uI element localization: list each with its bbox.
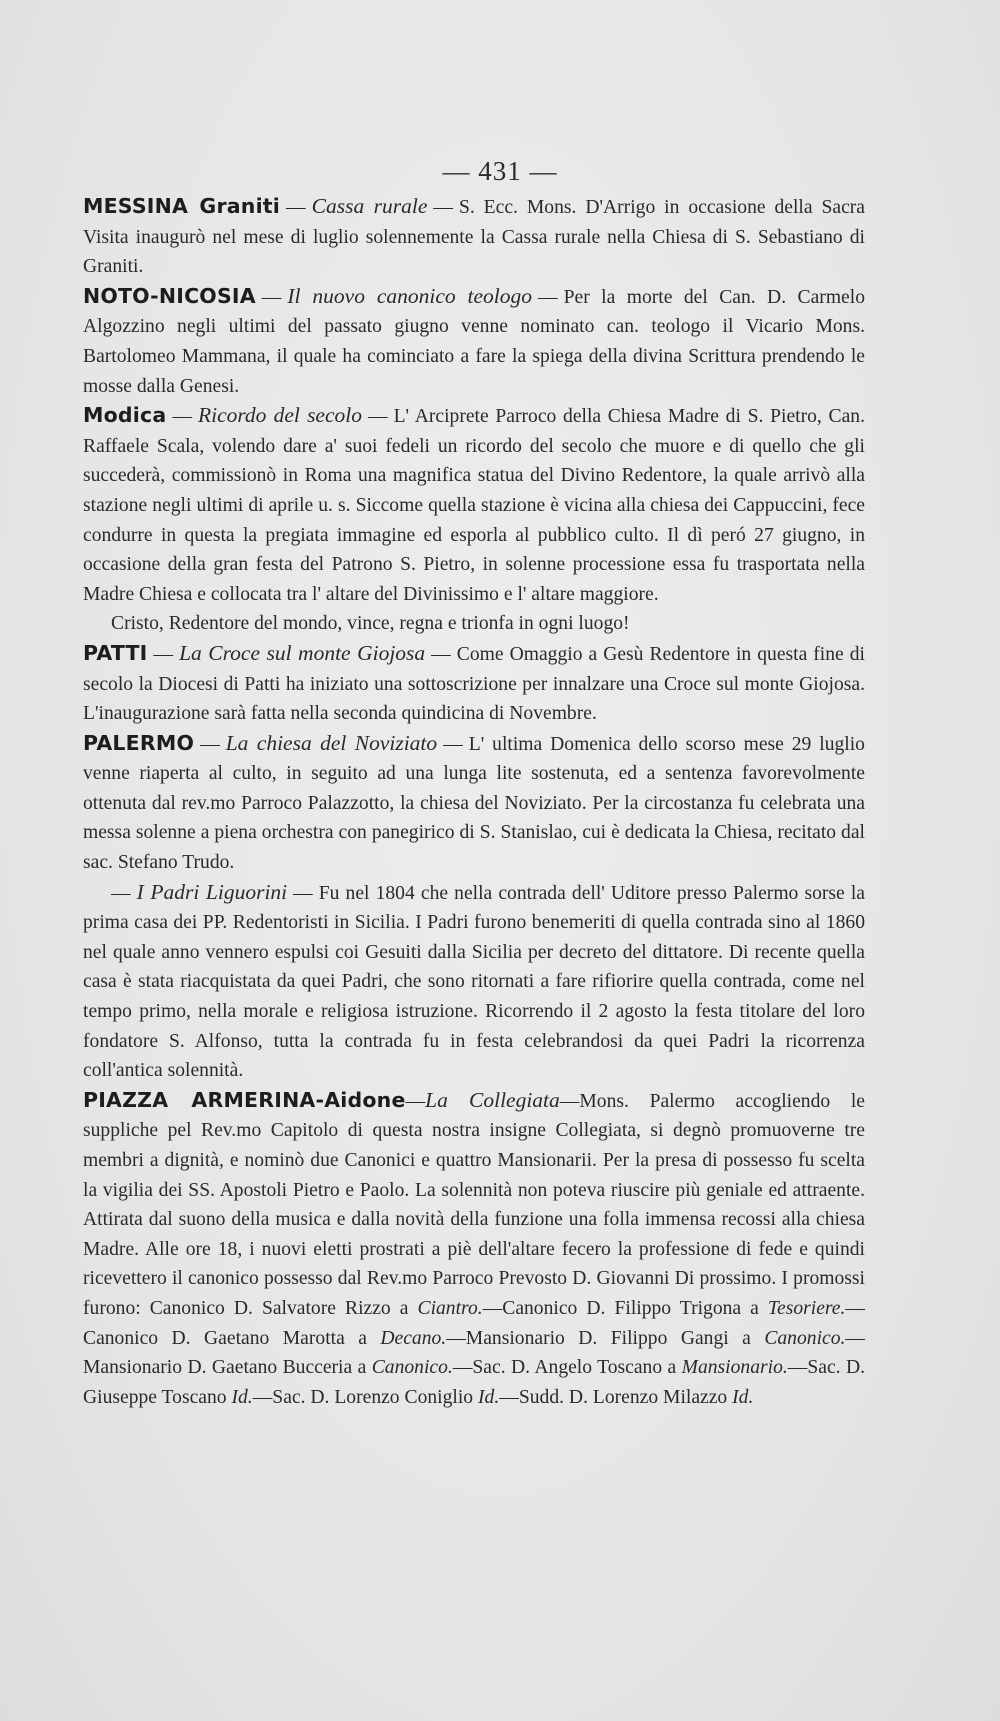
entry-text: Fu nel 1804 che nella contrada dell' Uditore presso Palermo sorse la prima casa dei PP. Redentoristi in Sicilia. I Padri furono benemeriti di quella contrada sino al 1860 nel quale anno vennero espulsi coi Gesuiti dalla Sicilia per decreto del dittatore. Di recente quella casa è stata riacquistata da quei Padri, che sono ritornati a fare rifiorire quella contrada, come nel tempo primo, nella morale e religiosa istruzione. Ricorrendo il 2 agosto la festa titolare del loro fondatore S. Alfonso, tutta la contrada fu in festa celebrandosi da quei Padri la ricorrenza coll'antica solennità. xyxy=(83,882,865,1082)
entry-place: Modica xyxy=(83,403,167,428)
entry-title: Ricordo del secolo xyxy=(197,403,362,428)
entry-place: NOTO-NICOSIA xyxy=(83,283,256,308)
page-number: — 431 — xyxy=(442,156,558,186)
entry-text-part: Id. xyxy=(231,1386,253,1408)
entry-place: MESSINA Graniti xyxy=(83,194,281,218)
entry-title: La Collegiata xyxy=(425,1087,560,1112)
entry-continuation: Cristo, Redentore del mondo, vince, regna e trionfa in ogni luogo! xyxy=(111,613,630,635)
entry-text-part: Decano. xyxy=(380,1327,447,1349)
news-entry-palermo: PALERMO — La chiesa del Noviziato — L' ultima Domenica dello scorso mese 29 luglio venne riaperta al culto, in seguito ad una lunga lite sostenuta, ed a sentenza favorevolmente ottenuta dal rev.mo Parroco Palazzotto, la chiesa del Noviziato. Per la circostanza fu celebrata una messa solenne a piena orchestra con panegirico di S. Stanislao, cui è dedicata la Chiesa, recitato dal sac. Stefano Trudo. xyxy=(83,730,865,874)
entry-text: L' Arciprete Parroco della Chiesa Madre di S. Pietro, Can. Raffaele Scala, volendo dare a' suoi fedeli un ricordo del secolo che muore e di quello che gli succederà, commissionò in Roma una magnifica statua del Divino Redentore, la quale arrivò alla stazione negli ultimi di aprile u. s. Siccome quella stazione è vicina alla chiesa dei Cappuccini, fece condurre in questa la pregiata immagine ed esporla al pubblico culto. Il dì peró 27 giugno, in occasione della gran festa del Patrono S. Pietro, in solenne processione essa fu trasportata nella Madre Chiesa e collocata tra l' altare del Divinissimo e l' altare maggiore. xyxy=(83,406,865,605)
news-entry-palermo-liguorini: — I Padri Liguorini — Fu nel 1804 che nella contrada dell' Uditore presso Palermo sorse la prima casa dei PP. Redentoristi in Sicilia. I Padri furono benemeriti di quella contrada sino al 1860 nel quale anno vennero espulsi coi Gesuiti dalla Sicilia per decreto del dittatore. Di recente quella casa è stata riacquistata da quei Padri, che sono ritornati a fare rifiorire quella contrada, come nel tempo primo, nella morale e religiosa istruzione. Ricorrendo il 2 agosto la festa titolare del loro fondatore S. Alfonso, tutta la contrada fu in festa celebrandosi da quei Padri la ricorrenza coll'antica solennità. xyxy=(83,879,865,1082)
entry-place: PIAZZA ARMERINA-Aidone xyxy=(83,1087,406,1112)
entry-text-part: Id. xyxy=(732,1386,754,1408)
entry-place: PALERMO xyxy=(83,730,195,755)
entry-text-part: Id. xyxy=(478,1386,500,1408)
entry-text-part: —Sac. D. Lorenzo Coniglio xyxy=(252,1386,478,1408)
entry-text-part: Mons. Palermo accogliendo le suppliche pel Rev.mo Capitolo di questa nostra insigne Collegiata, si degnò promuoverne tre membri a dignità, e nominò due Canonici e quattro Mansionarii. Per la presa di possesso fu scelta la vigilia dei SS. Apostoli Pietro e Paolo. La solennità non poteva riuscire più geniale ed attraente. Attirata dal suono della musica e dalla novità della funzione una folla immensa recossi alla chiesa Madre. Alle ore 18, i nuovi eletti prostrati a piè dell'altare fecero la professione di fede e quindi ricevettero il canonico possesso dal Rev.mo Parroco Prevosto D. Giovanni Di prossimo. I promossi furono: Canonico D. Salvatore Rizzo a xyxy=(83,1090,865,1319)
entry-text-part: —Mansionario D. Gaetano Bucceria a xyxy=(83,1327,865,1379)
news-entry-messina: MESSINA Graniti — Cassa rurale — S. Ecc. Mons. D'Arrigo in occasione della Sacra Visita inaugurò nel mese di luglio solennemente la Cassa rurale nella Chiesa di S. Sebastiano di Graniti. xyxy=(83,194,866,278)
entry-text-part: —Sac. D. Angelo Toscano a xyxy=(452,1357,682,1379)
entry-text-part: Ciantro. xyxy=(417,1297,483,1319)
entry-title: La chiesa del Noviziato xyxy=(225,730,438,755)
entry-title: La Croce sul monte Giojosa xyxy=(179,640,426,665)
entry-text-part: Canonico. xyxy=(764,1327,846,1349)
article-body xyxy=(83,192,865,1412)
entry-text-part: —Canonico D. Filippo Trigona a xyxy=(482,1297,768,1319)
entry-text: L' ultima Domenica dello scorso mese 29 luglio venne riaperta al culto, in seguito ad una lunga lite sostenuta, ed a sentenza favorevolmente ottenuta dal rev.mo Parroco Palazzotto, la chiesa del Noviziato. Per la circostanza fu celebrata una messa solenne a piena orchestra con panegirico di S. Stanislao, cui è dedicata la Chiesa, recitato dal sac. Stefano Trudo. xyxy=(83,733,865,874)
entry-text-part: Canonico. xyxy=(371,1357,453,1379)
entry-text: S. Ecc. Mons. D'Arrigo in occasione della Sacra Visita inaugurò nel mese di luglio solennemente la Cassa rurale nella Chiesa di S. Sebastiano di Graniti. xyxy=(83,197,866,278)
entry-text-part: —Mansionario D. Filippo Gangi a xyxy=(446,1327,765,1349)
entry-text-part: —Sudd. D. Lorenzo Milazzo xyxy=(499,1386,733,1408)
entry-place: PATTI xyxy=(83,640,148,665)
entry-title: I Padri Liguorini xyxy=(136,879,288,904)
entry-title: Il nuovo canonico teologo xyxy=(287,283,533,308)
entry-text: Per la morte del Can. D. Carmelo Algozzino negli ultimi del passato giugno venne nominato can. teologo il Vicario Mons. Bartolomeo Mammana, il quale ha cominciato a fare la spiega della divina Scrittura prendendo le mosse dalla Genesi. xyxy=(83,286,865,397)
entry-text-part: Mansionario. xyxy=(681,1357,788,1379)
news-entry-piazza-armerina: PIAZZA ARMERINA-Aidone—La Collegiata—Mons. Palermo accogliendo le suppliche pel Rev.mo Capitolo di questa nostra insigne Collegiata, si degnò promuoverne tre membri a dignità, e nominò due Canonici e quattro Mansionarii. Per la presa di possesso fu scelta la vigilia dei SS. Apostoli Pietro e Paolo. La solennità non poteva riuscire più geniale ed attraente. Attirata dal suono della musica e dalla novità della funzione una folla immensa recossi alla chiesa Madre. Alle ore 18, i nuovi eletti prostrati a piè dell'altare fecero la professione di fede e quindi ricevettero il canonico possesso dal Rev.mo Parroco Prevosto D. Giovanni Di prossimo. I promossi furono: Canonico D. Salvatore Rizzo a Ciantro.—Canonico D. Filippo Trigona a Tesoriere.—Canonico D. Gaetano Marotta a Decano.—Mansionario D. Filippo Gangi a Canonico.—Mansionario D. Gaetano Bucceria a Canonico.—Sac. D. Angelo Toscano a Mansionario.—Sac. D. Giuseppe Toscano Id.—Sac. D. Lorenzo Coniglio Id.—Sudd. D. Lorenzo Milazzo Id. xyxy=(83,1087,866,1408)
entry-text-part: —Canonico D. Gaetano Marotta a xyxy=(83,1297,865,1349)
news-entry-modica: Modica — Ricordo del secolo — L' Arciprete Parroco della Chiesa Madre di S. Pietro, Can. Raffaele Scala, volendo dare a' suoi fedeli un ricordo del secolo che muore e di quello che gli succederà, commissionò in Roma una magnifica statua del Divino Redentore, la quale arrivò alla stazione negli ultimi di aprile u. s. Siccome quella stazione è vicina alla chiesa dei Cappuccini, fece condurre in questa la pregiata immagine ed esporla al pubblico culto. Il dì peró 27 giugno, in occasione della gran festa del Patrono S. Pietro, in solenne processione essa fu trasportata nella Madre Chiesa e collocata tra l' altare del Divinissimo e l' altare maggiore. xyxy=(83,403,865,605)
entry-title: Cassa rurale xyxy=(311,194,428,218)
news-entry-noto-nicosia: NOTO-NICOSIA — Il nuovo canonico teologo — Per la morte del Can. D. Carmelo Algozzino negli ultimi del passato giugno venne nominato can. teologo il Vicario Mons. Bartolomeo Mammana, il quale ha cominciato a fare la spiega della divina Scrittura prendendo le mosse dalla Genesi. xyxy=(83,283,865,397)
entry-text-part: Tesoriere. xyxy=(767,1297,846,1319)
entry-text-part: —Sac. D. Giuseppe Toscano xyxy=(83,1357,866,1408)
news-entry-patti: PATTI — La Croce sul monte Giojosa — Come Omaggio a Gesù Redentore in questa fine di secolo la Diocesi di Patti ha iniziato una sottoscrizione per innalzare una Croce sul monte Giojosa. L'inaugurazione sarà fatta nella seconda quindicina di Novembre. xyxy=(83,640,865,725)
entry-text: Come Omaggio a Gesù Redentore in questa fine di secolo la Diocesi di Patti ha iniziato una sottoscrizione per innalzare una Croce sul monte Giojosa. L'inaugurazione sarà fatta nella seconda quindicina di Novembre. xyxy=(83,643,865,725)
